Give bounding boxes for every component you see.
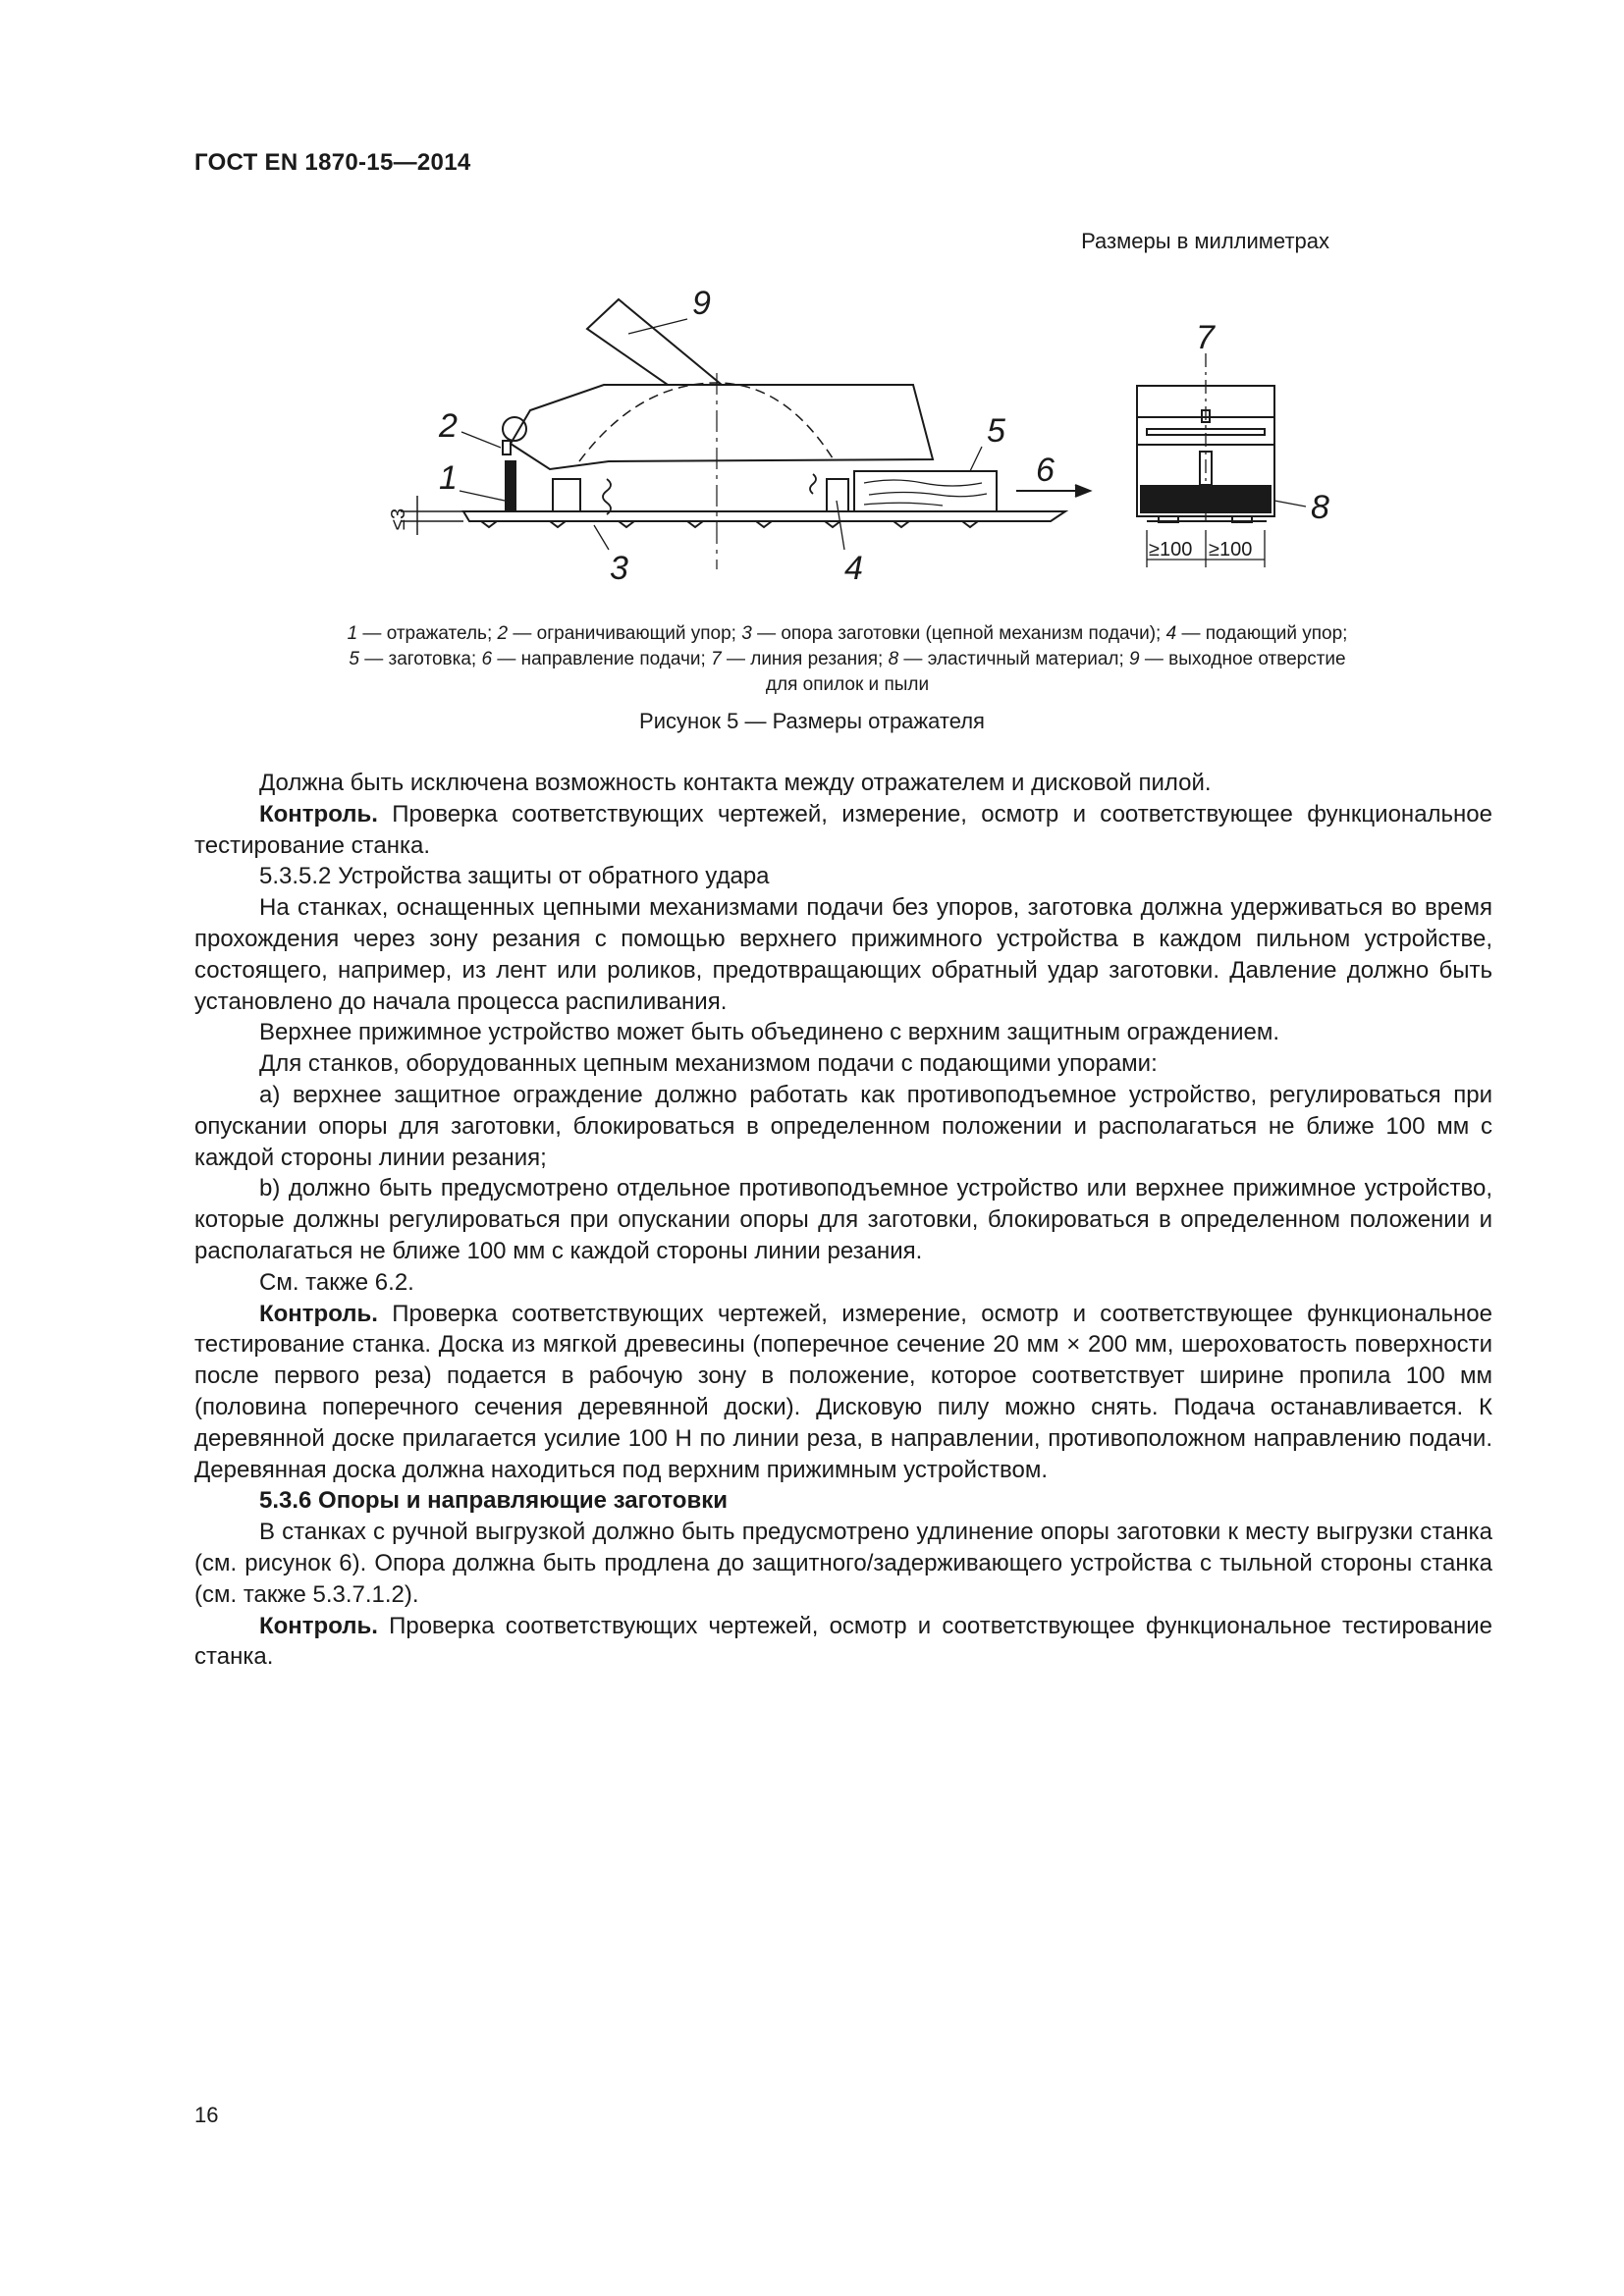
reflector [506,461,515,511]
label-2: 2 [439,407,458,445]
body-text [194,768,1492,1673]
dim-left: ≥100 [1149,539,1193,561]
limiting-stop [503,441,511,454]
paragraph: В станках с ручной выгрузкой должно быть предусмотрено удлинение опоры заготовки к месту выгрузки станка (см. рисунок 6). Опора должна быть продлена до защитного/задерживающего устройства с тыльной стороны станка (см. также 5.3.7.1.2). [194,1519,1492,1608]
paragraph: Контроль. Проверка соответствующих чертежей, измерение, осмотр и соответствующее функциональное тестирование станка. [194,800,1492,859]
label-3: 3 [610,550,628,587]
section-heading: 5.3.6 Опоры и направляющие заготовки [259,1487,728,1515]
label-5: 5 [987,412,1005,450]
paragraph: На станках, оснащенных цепными механизмами подачи без упоров, заготовка должна удерживаться во время прохождения через зону резания с помощью верхнего прижимного устройства в каждом пильном устройстве, состоящего, например, из лент или роликов, предотвращающих обратный удар заготовки. Давление должно быть установлено до начала процесса распиливания. [194,894,1492,1015]
paragraph: Контроль. Проверка соответствующих чертежей, измерение, осмотр и соответствующее функциональное тестирование станка. Доска из мягкой древесины (поперечное сечение 20 мм × 200 мм, шероховатость поверхности после первого реза) подается в рабочую зону в положение, которое соответствует ширине пропила 100 мм (половина поперечного сечения деревянной доски). Дисковую пилу можно снять. Подача останавливается. К деревянной доске прилагается усилие 100 Н по линии реза, в направлении, противоположном направлению подачи. Деревянная доска должна находиться под верхним прижимным устройством. [194,1300,1492,1483]
label-6: 6 [1036,452,1055,489]
figure-5-drawing [0,0,1624,609]
figure-legend: 1 — отражатель; 2 — ограничивающий упор; 3 — опора заготовки (цепной механизм подачи); 4 — подающий упор; 5 — заготовка; 6 — направление подачи; 7 — линия резания; 8 — эластичный материал; 9 — выходное отверстие для опилок и пыли [347,623,1348,695]
page-number: 16 [194,2103,219,2127]
paragraph: См. также 6.2. [259,1268,414,1296]
paragraph: Верхнее прижимное устройство может быть объединено с верхним защитным ограждением. [259,1019,1280,1046]
paragraph: Должна быть исключена возможность контакта между отражателем и дисковой пилой. [259,770,1212,796]
label-4: 4 [844,550,863,587]
label-7: 7 [1196,319,1215,356]
paragraph: Контроль. Проверка соответствующих чертежей, осмотр и соответствующее функциональное тестирование станка. [194,1612,1492,1671]
section-heading: 5.3.5.2 Устройства защиты от обратного удара [259,863,770,890]
figure-caption: Рисунок 5 — Размеры отражателя [639,709,985,733]
document-header: ГОСТ EN 1870-15—2014 [194,149,471,176]
label-9: 9 [692,285,711,322]
list-item: a) верхнее защитное ограждение должно работать как противоподъемное устройство, регулироваться при опускании опоры для заготовки, блокироваться в определенном положении и располагаться не ближе 100 мм с каждой стороны линии резания; [194,1081,1492,1171]
label-1: 1 [439,459,458,497]
dimensions-note: Размеры в миллиметрах [1081,229,1329,253]
list-item: b) должно быть предусмотрено отдельное противоподъемное устройство или верхнее прижимное устройство, которые должны регулироваться при опускании опоры для заготовки, блокироваться в определенном положении и располагаться не ближе 100 мм с каждой стороны линии резания. [194,1175,1492,1264]
upper-guard [511,385,933,469]
dim-gap: ≤3 [388,507,409,530]
dim-right: ≥100 [1209,539,1253,561]
paragraph: Для станков, оборудованных цепным механизмом подачи с подающими упорами: [259,1050,1158,1078]
workpiece-support-chain [463,511,1065,521]
workpiece [854,471,997,511]
saw-blade-path [579,383,835,461]
label-8: 8 [1311,489,1329,526]
